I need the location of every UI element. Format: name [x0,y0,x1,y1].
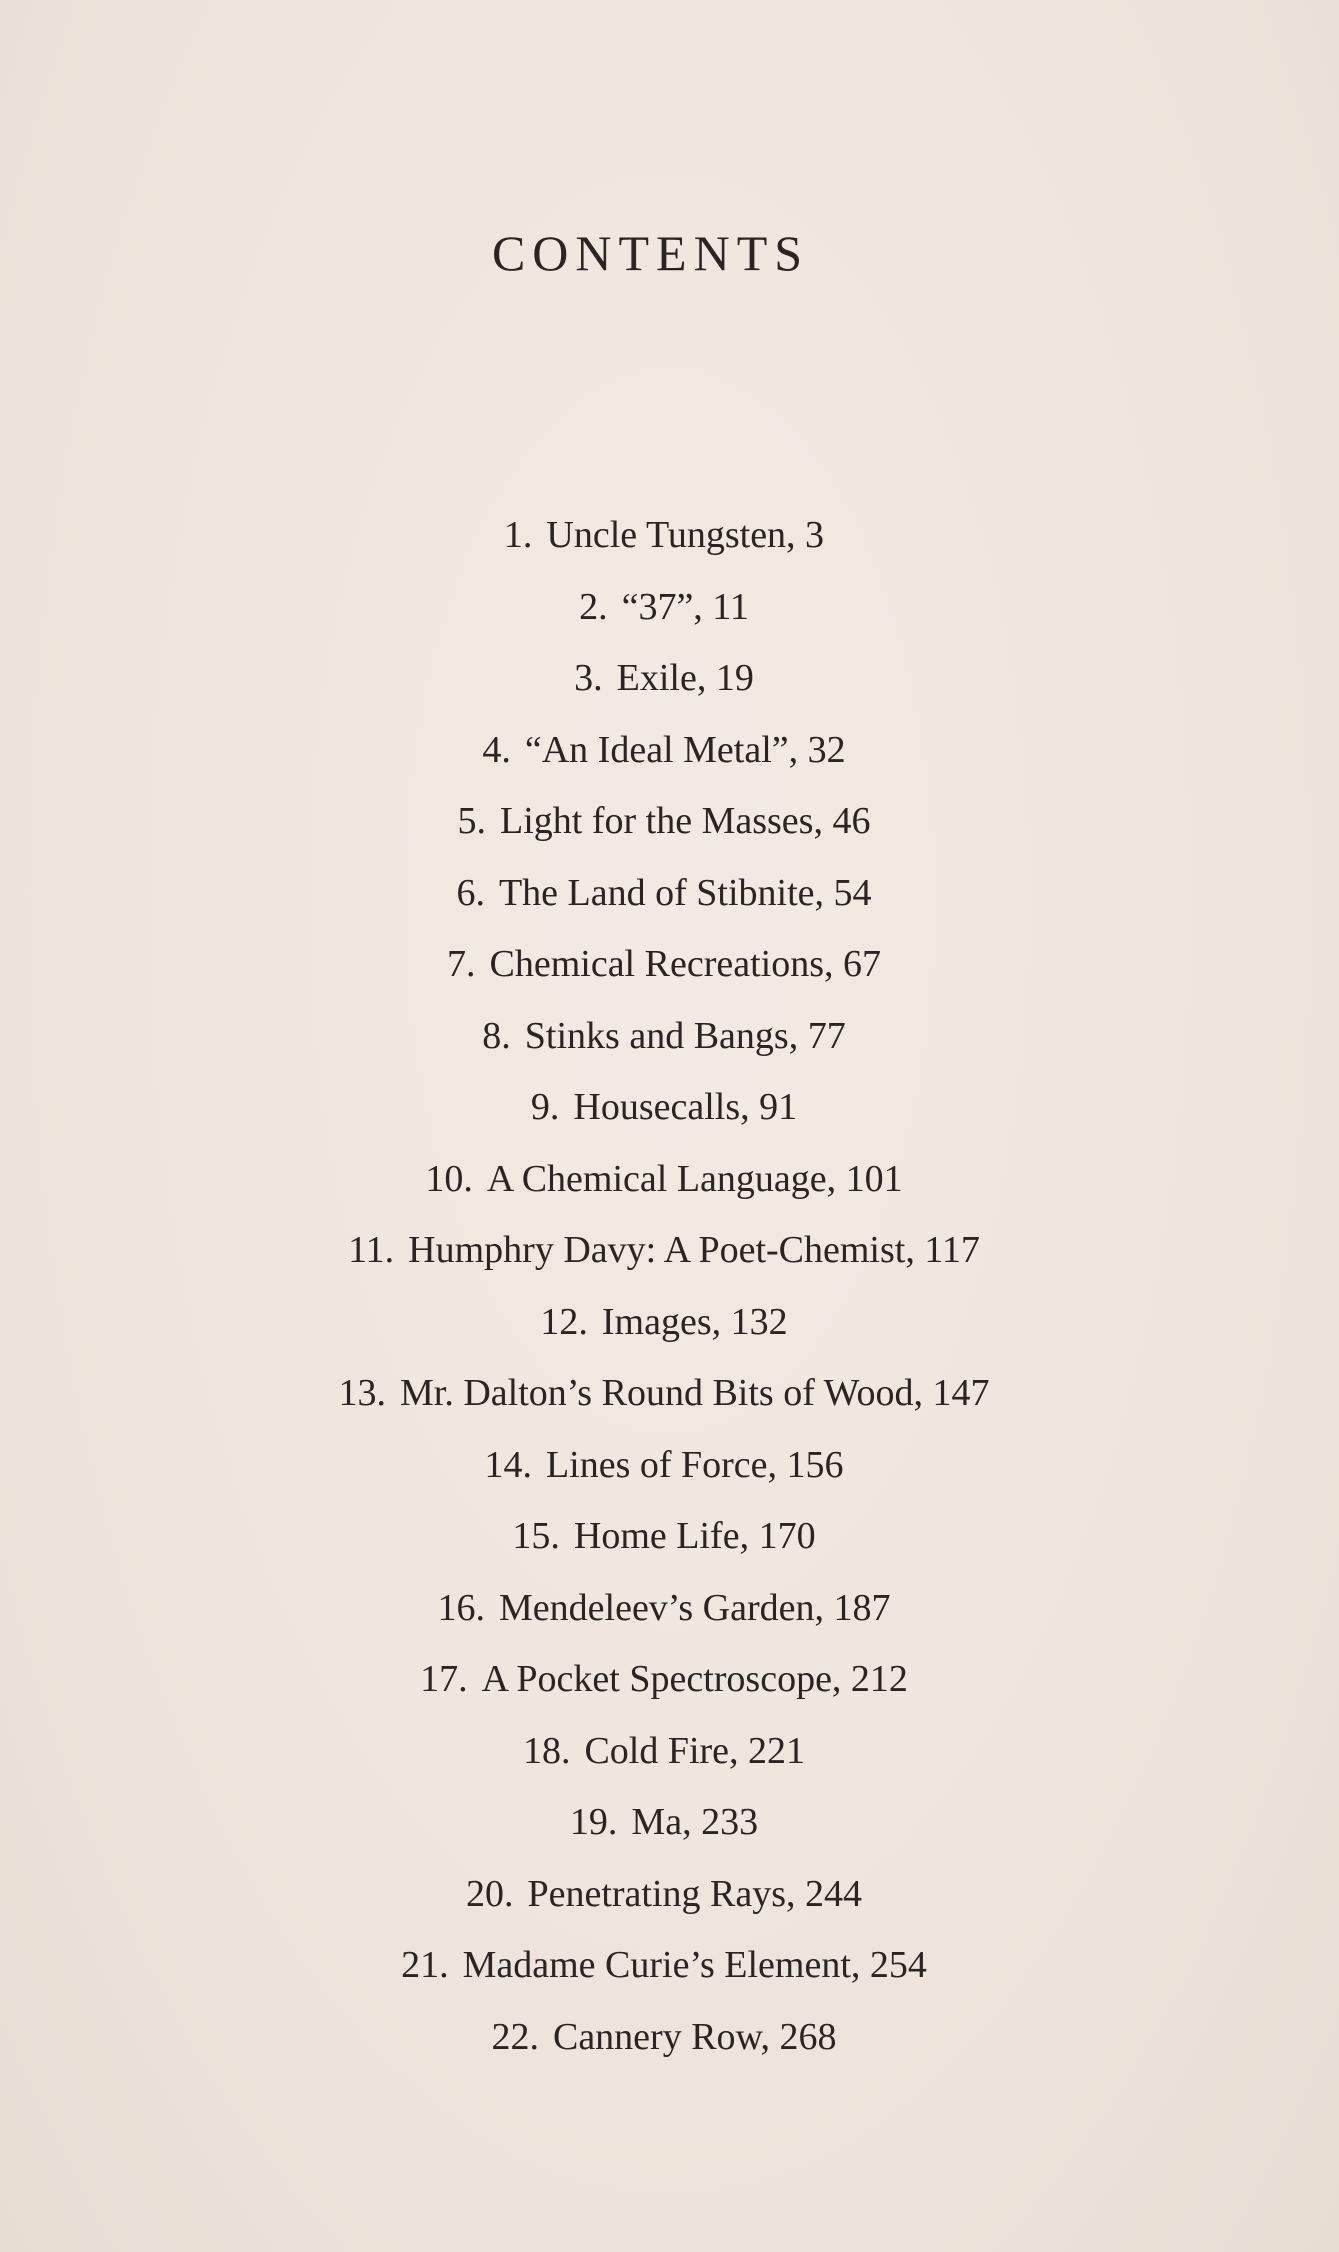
toc-entry-title: Uncle Tungsten, 3 [546,514,825,556]
toc-entry-title: Home Life, 170 [573,1515,816,1557]
toc-entry-title: Exile, 19 [616,657,754,699]
toc-entry-title: Housecalls, 91 [573,1086,798,1128]
table-of-contents [0,500,1328,2073]
toc-entry-number: 10. [425,1157,473,1200]
toc-entry-number: 4. [482,728,511,771]
toc-entry [0,1215,1328,1287]
toc-entry [0,1930,1328,2002]
toc-entry-title: Images, 132 [601,1300,788,1343]
toc-entry-title: Madame Curie’s Element, 254 [462,1944,927,1986]
toc-entry-title: A Chemical Language, 101 [486,1157,903,1200]
toc-entry-title: A Pocket Spectroscope, 212 [481,1658,908,1700]
toc-entry-number: 20. [465,1872,514,1915]
toc-entry-title: Mr. Dalton’s Round Bits of Wood, 147 [399,1372,990,1414]
toc-entry [0,1001,1328,1073]
toc-entry-title: Penetrating Rays, 244 [527,1872,863,1915]
toc-entry-number: 14. [484,1443,532,1486]
toc-entry-number: 22. [491,2015,539,2058]
toc-entry [0,1430,1328,1502]
toc-entry-title: Humphry Davy: A Poet-Chemist, 117 [408,1229,980,1271]
toc-entry-number: 3. [574,657,603,699]
page-title: CONTENTS [491,225,810,281]
toc-entry [0,1859,1328,1931]
toc-entry-title: Ma, 233 [631,1801,759,1843]
toc-entry [0,1787,1328,1859]
toc-entry [0,1072,1328,1144]
toc-entry-number: 15. [512,1515,560,1557]
toc-entry-title: Chemical Recreations, 67 [489,943,881,985]
toc-entry [0,715,1328,787]
toc-entry [0,2002,1328,2074]
toc-entry [0,1287,1328,1359]
toc-entry-title: Cold Fire, 221 [584,1729,806,1772]
toc-entry-number: 12. [540,1300,588,1343]
toc-entry-number: 13. [338,1372,386,1414]
toc-entry-number: 17. [420,1658,468,1700]
toc-entry-title: Stinks and Bangs, 77 [524,1014,846,1057]
toc-entry [0,1573,1328,1645]
toc-entry [0,1644,1328,1716]
toc-entry-title: Mendeleev’s Garden, 187 [499,1586,891,1629]
toc-entry-number: 8. [482,1014,511,1057]
toc-entry-number: 6. [456,871,485,914]
toc-entry [0,786,1328,858]
toc-entry-number: 19. [569,1801,618,1843]
toc-entry [0,500,1328,572]
toc-entry-number: 1. [503,514,533,556]
toc-entry [0,929,1328,1001]
toc-entry-number: 21. [401,1944,449,1986]
toc-entry-title: Lines of Force, 156 [545,1443,844,1486]
toc-entry [0,572,1328,644]
toc-entry-number: 5. [457,800,487,842]
toc-entry-title: “An Ideal Metal”, 32 [524,728,846,771]
toc-entry [0,643,1328,715]
toc-entry-title: Light for the Masses, 46 [500,800,871,842]
toc-entry-title: “37”, 11 [621,585,749,628]
toc-entry [0,858,1328,930]
toc-entry-number: 16. [437,1586,485,1629]
toc-entry-number: 7. [447,943,476,985]
toc-entry [0,1501,1328,1573]
toc-entry-number: 18. [522,1729,571,1772]
toc-entry [0,1716,1328,1788]
toc-entry-number: 2. [579,585,608,628]
toc-entry [0,1358,1328,1430]
toc-entry-title: Cannery Row, 268 [552,2015,837,2058]
toc-entry-number: 11. [348,1229,395,1271]
toc-entry-number: 9. [530,1086,560,1128]
toc-entry [0,1144,1328,1216]
toc-entry-title: The Land of Stibnite, 54 [498,871,872,914]
